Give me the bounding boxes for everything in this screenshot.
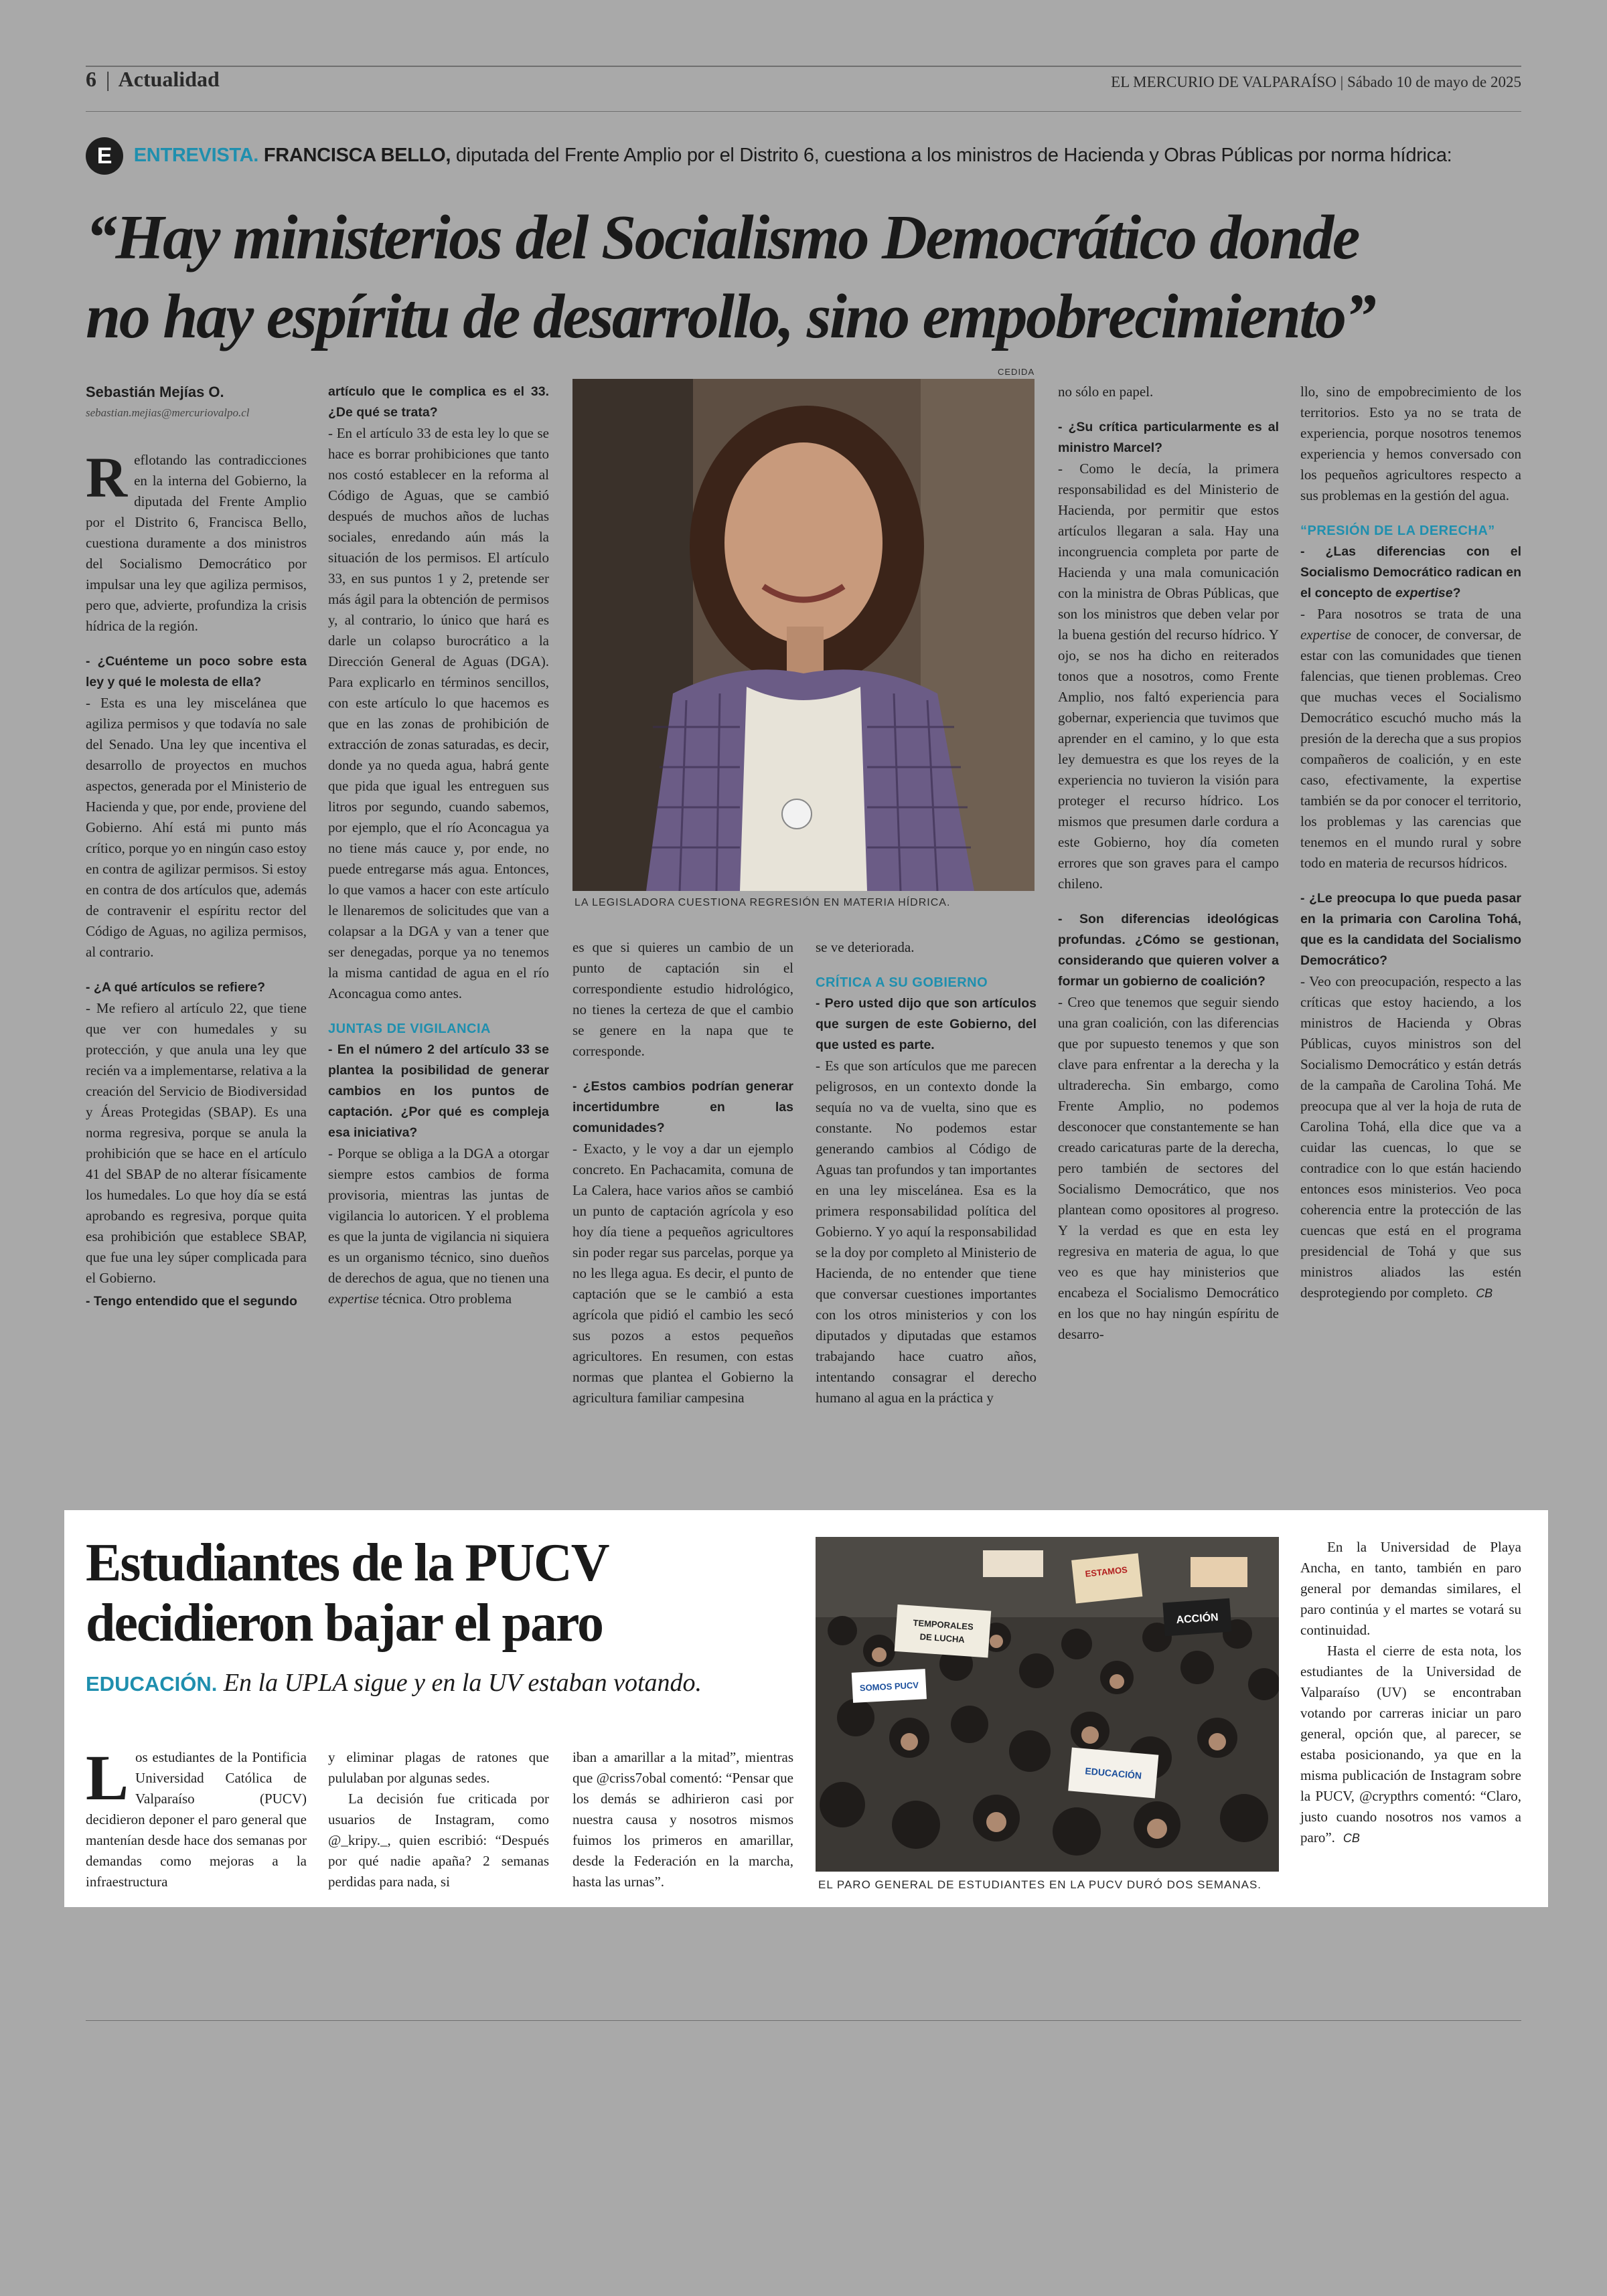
- question-9-italic: expertise: [1395, 586, 1453, 600]
- issue-date: Sábado 10 de mayo de 2025: [1347, 74, 1521, 90]
- header-top-rule: [86, 66, 1521, 67]
- byline-author: Sebastián Mejías O.: [86, 384, 224, 400]
- interview-photo: [572, 379, 1035, 891]
- answer-9-part-2: de conocer, de conversar, de estar con las comunidades que tienen falencias, que tienen problemas. Creo que muchas veces el Socialismo Democrático escuchó mucho más la presión de la derecha que a sus propios compañeros de coalición, y en este caso, efectivamente, la expertise también se da por conocer el territorio, los problemas y las carencias que tenemos en el mundo rural y sobre todo en materia de recursos hídricos.: [1300, 627, 1521, 871]
- news-lead: os estudiantes de la Pontificia Universidad Católica de Valparaíso (PUCV) decidieron deponer el paro general que mantenían desde hace dos semanas por demandas como mejoras a la infraestructura: [86, 1749, 307, 1890]
- question-2: - ¿A qué artículos se refiere?: [86, 980, 266, 995]
- interview-column-3: [572, 937, 793, 1408]
- news-end-mark: CB: [1343, 1831, 1360, 1845]
- answer-4-italic: expertise: [328, 1291, 379, 1307]
- interview-photo-caption: LA LEGISLADORA CUESTIONA REGRESIÓN EN MATERIA HÍDRICA.: [575, 897, 951, 908]
- question-3: - Tengo entendido que el segundo: [86, 1294, 297, 1309]
- section-name: Actualidad: [118, 67, 220, 91]
- question-6: - Pero usted dijo que son artículos que surgen de este Gobierno, del que usted es parte.: [816, 996, 1037, 1052]
- news-column-4-p2: [1300, 1641, 1521, 1849]
- question-9: [1300, 542, 1521, 604]
- answer-8: - Creo que tenemos que seguir siendo una gran coalición, con las diferencias que por supuesto tenemos y que son clave para enfrentar a la derecha y la ultraderecha. Sin embargo, como Frente Amplio, no podemos desconocer que constantemente se han creado caricaturas parte de la derecha, pero también de sectores del Socialismo Democrático, que nos plantean como opositores al progreso. Y la verdad es que en esta ley regresiva en materia de agua, lo que veo es que hay ministerios que encabeza el Socialismo Democrático en los que no hay ningún espíritu de desarro-: [1058, 994, 1279, 1342]
- page-bottom-rule: [86, 2020, 1521, 2021]
- subhead-presion: “PRESIÓN DE LA DERECHA”: [1300, 523, 1495, 538]
- page-header-right: [1111, 74, 1521, 91]
- news-column-1: [86, 1742, 307, 1892]
- student-protest-photo: [816, 1537, 1279, 1872]
- question-1: - ¿Cuénteme un poco sobre esta ley y qué le molesta de ella?: [86, 654, 307, 689]
- news-deck-text: En la UPLA sigue y en la UV estaban votando.: [223, 1669, 702, 1697]
- interview-column-5: [1058, 382, 1279, 1345]
- headline-line-2: no hay espíritu de desarrollo, sino empobrecimiento”: [86, 282, 1375, 351]
- news-headline-line-1: Estudiantes de la PUCV: [86, 1534, 609, 1592]
- interview-deck-text: diputada del Frente Amplio por el Distrito 6, cuestiona a los ministros de Hacienda y Obras Públicas por norma hídrica:: [455, 145, 1452, 166]
- answer-4: [328, 1143, 549, 1309]
- news-column-4-p1: En la Universidad de Playa Ancha, en tanto, también en paro general por demandas similares, el paro continúa y el martes se votará su continuidad.: [1300, 1539, 1521, 1638]
- news-photo: [816, 1537, 1279, 1872]
- interview-column-6: [1300, 382, 1521, 1304]
- answer-10-text: - Veo con preocupación, respecto a las críticas que estoy haciendo, a los ministros de Hacienda y Obras Públicas, cuyos ministros son del Socialismo Democrático y están detrás de la campaña de Carolina Tohá. Me preocupa que al ver la hoja de ruta de Carolina Tohá, ella dice que va a cuidar las cuencas, lo que se contradice con lo que están haciendo entonces esos ministerios. Veo poca coherencia entre la protección de las cuencas que está en el programa presidencial de Tohá y que sus ministros aliados las estén desprotegiendo por completo.: [1300, 973, 1521, 1301]
- end-mark: CB: [1476, 1287, 1493, 1300]
- sign-de-lucha: DE LUCHA: [919, 1631, 966, 1645]
- news-deck: [86, 1668, 795, 1698]
- photo-credit: CEDIDA: [998, 367, 1035, 377]
- news-column-2-p1: y eliminar plagas de ratones que pululaban por algunas sedes.: [328, 1749, 549, 1786]
- section-letter-badge: E: [86, 137, 123, 175]
- question-8: - Son diferencias ideológicas profundas. ¿Cómo se gestionan, considerando que quieren volver a formar un gobierno de coalición?: [1058, 912, 1279, 989]
- news-column-4-p2-text: Hasta el cierre de esta nota, los estudiantes de la Universidad de Valparaíso (UV) se encontraban votando por carreras iniciar un paro general, opción que, al parecer, se estaba posicionando, ya que en la misma publicación de Instagram sobre la PUCV, @crypthrs comentó: “Claro, justo cuando nosotros nos vamos a paro”.: [1300, 1643, 1521, 1846]
- answer-3: - En el artículo 33 de esta ley lo que se hace es borrar prohibiciones que tanto nos costó establecer en la reforma al Código de Aguas, que se cambió después de muchos años de luchas sociales, enredando aún más la situación de los permisos. El artículo 33, en sus puntos 1 y 2, pretende ser más ágil para la obtención de permisos y, al contrario, lo único que hará es darle un colapso burocrático a la Dirección General de Aguas (DGA). Para explicarlo en términos sencillos, con este artículo lo que hacemos es que en las zonas de prohibición de extracción de zonas saturadas, es decir, donde ya no queda agua, habrá gente que pida que igual les entreguen sus litros por segundo, cuando sabemos, por ejemplo, que el río Aconcagua ya no tiene más cauce y, por ende, no puede entregarse más agua. Entonces, lo que vamos a hacer con este artículo le llenaremos de solicitudes que van a colapsar a la DGA y van a tener que ser denegadas, porque ya no tenemos la misma cantidad de agua en el río Aconcagua como antes.: [328, 425, 549, 1001]
- answer-1: - Esta es una ley miscelánea que agiliza permisos y que todavía no sale del Senado. Una ley que incentiva el desarrollo de proyectos en muchos aspectos, generada por el Ministerio de Hacienda y que, por ende, proviene del Gobierno. Ahí está mi punto más crítico, porque yo en ningún caso estoy en contra de agilizar permisos. Si estoy en contra de dos artículos que, además de contravenir el espíritu rector del Código de Aguas, no agiliza permisos, al contrario.: [86, 695, 307, 960]
- sign-somos-pucv: SOMOS PUCV: [859, 1679, 919, 1694]
- interview-column-2: [328, 382, 549, 1309]
- answer-9-italic: expertise: [1300, 627, 1351, 643]
- answer-2: - Me refiero al artículo 22, que tiene que ver con humedales y su protección, y que anula una ley que recién va a implementarse, relativa a la creación del Servicio de Biodiversidad y Áreas Protegidas (SBAP). Es una norma regresiva, porque se anula la prohibición que se hace en el artículo 41 del SBAP de no alterar físicamente los humedales. Lo que hoy día se está aprobando es regresiva, porque quita esa prohibición que establece SBAP, que fue una ley súper complicada para el Gobierno.: [86, 1000, 307, 1286]
- news-column-2: [328, 1747, 549, 1892]
- question-3-continued: artículo que le complica es el 33. ¿De qué se trata?: [328, 384, 549, 420]
- interview-column-4: [816, 937, 1037, 1408]
- subhead-juntas: JUNTAS DE VIGILANCIA: [328, 1021, 491, 1036]
- interview-headline: [86, 198, 1532, 356]
- sign-temporales: TEMPORALES: [913, 1617, 974, 1632]
- sign-accion: ACCIÓN: [1176, 1611, 1219, 1627]
- header-separator: |: [106, 67, 110, 91]
- answer-7: - Como le decía, la primera responsabilidad es del Ministerio de Hacienda, por permitir que estos artículos llegaran a sala. Hay una incongruencia completa por parte de Hacienda y una mala comunicación con la ministra de Obras Públicas, que son los ministros que deben velar por la buena gestión del recurso hídrico. Y ojo, se nos ha dicho en reiterados tonos que a nosotros, como Frente Amplio, nos faltó experiencia para gobernar, experiencia que tuvimos que aprender en el camino, y lo que esta ley demuestra es que los reyes de la experiencia no tuvieron la visión para proteger el recurso hídrico. Los mismos que presumen darle cordura a este Gobierno, hoy día cometen errores que son graves para el campo chileno.: [1058, 461, 1279, 892]
- news-column-3-p1: iban a amarillar a la mitad”, mientras que @criss7obal comentó: “Pensar que los demás se adhirieron casi por nuestra causa y nosotros mismos fuimos los primeros en amarillar, desde la Federación en la marcha, hasta las urnas”.: [572, 1749, 793, 1890]
- answer-4-part-1: - Porque se obliga a la DGA a otorgar siempre estos cambios de forma provisoria, mientras las juntas de vigilancia lo autoricen. Y el problema es que la junta de vigilancia ni siquiera es un organismo técnico, sino dueños de derechos de agua, que no tienen una: [328, 1145, 549, 1286]
- answer-8-continued: llo, sino de empobrecimiento de los territorios. Esto ya no se trata de experiencia, porque nosotros tenemos experiencia y hemos conversado con los pequeños agricultores respecto a sus problemas en la gestión del agua.: [1300, 384, 1521, 503]
- answer-9: [1300, 604, 1521, 874]
- answer-5: - Exacto, y le voy a dar un ejemplo concreto. En Pachacamita, comuna de La Calera, hace varios años se cambió un punto de captación agrícola y eso hoy día tiene a pequeños agricultores sin poder regar sus parcelas, porque ya no les llega agua. Es decir, el punto de captación que se le cambió a esta agrícola que pidió el cambio les secó sus pozos a estos pequeños agricultores. En resumen, con estas normas que plantea el Gobierno la agricultura familiar campesina: [572, 1141, 793, 1406]
- question-4: - En el número 2 del artículo 33 se plantea la posibilidad de generar cambios en los puntos de captación. ¿Por qué es compleja esa iniciativa?: [328, 1042, 549, 1140]
- legislator-portrait: [572, 379, 1035, 891]
- interviewee-name: FRANCISCA BELLO,: [263, 145, 451, 166]
- header-bottom-rule: [86, 111, 1521, 112]
- news-kicker: EDUCACIÓN.: [86, 1672, 218, 1696]
- answer-4-continued: es que si quieres un cambio de un punto de captación sin el correspondiente estudio hidrológico, no tienes la certeza de que el cambio se genere en la napa que te corresponde.: [572, 939, 793, 1059]
- answer-6-continued: no sólo en papel.: [1058, 384, 1154, 400]
- sign-educacion: EDUCACIÓN: [1084, 1765, 1142, 1781]
- answer-4-part-2: técnica. Otro problema: [378, 1291, 512, 1307]
- intro-text: eflotando las contradicciones en la interna del Gobierno, la diputada del Frente Amplio por el Distrito 6, Francisca Bello, cuestiona duramente a dos ministros del Socialismo Democrático por impulsar una ley que agiliza permisos, pero que, advierte, profundiza la crisis hídrica de la región.: [86, 452, 307, 634]
- question-10: - ¿Le preocupa lo que pueda pasar en la primaria con Carolina Tohá, que es la candidata del Socialismo Democrático?: [1300, 891, 1521, 968]
- answer-10: [1300, 971, 1521, 1304]
- newspaper-name: EL MERCURIO DE VALPARAÍSO: [1111, 74, 1336, 90]
- question-9-part-1: - ¿Las diferencias con el Socialismo Democrático radican en el concepto de: [1300, 544, 1521, 600]
- dropcap: R: [86, 445, 128, 509]
- byline-email: sebastian.mejias@mercuriovalpo.cl: [86, 406, 250, 419]
- question-7: - ¿Su crítica particularmente es al ministro Marcel?: [1058, 420, 1279, 455]
- page-number: 6: [86, 67, 96, 91]
- news-dropcap: L: [86, 1742, 129, 1813]
- news-column-2-p2: La decisión fue criticada por usuarios de Instagram, como @_kripy._, quien escribió: “Después por qué nadie apaña? 2 semanas perdidas para nada, si: [328, 1791, 549, 1890]
- news-column-4: [1300, 1537, 1521, 1849]
- news-photo-caption: EL PARO GENERAL DE ESTUDIANTES EN LA PUCV DURÓ DOS SEMANAS.: [818, 1878, 1262, 1891]
- interview-column-1: [86, 382, 307, 1312]
- news-column-1-text: [86, 1742, 307, 1892]
- answer-9-part-1: - Para nosotros se trata de una: [1300, 606, 1521, 622]
- header-date-separator: |: [1340, 74, 1344, 90]
- news-headline-line-2: decidieron bajar el paro: [86, 1594, 603, 1653]
- answer-5-continued: se ve deteriorada.: [816, 939, 915, 955]
- question-9-part-2: ?: [1452, 586, 1461, 600]
- interview-deck: [86, 135, 1525, 175]
- headline-line-1: “Hay ministerios del Socialismo Democrático donde: [86, 203, 1359, 272]
- question-5: - ¿Estos cambios podrían generar incertidumbre en las comunidades?: [572, 1079, 793, 1135]
- news-headline: [86, 1533, 782, 1653]
- answer-6: - Es que son artículos que me parecen peligrosos, en un contexto donde la sequía no va de vuelta, sino que es constante. No podemos estar generando cambios al Código de Aguas tan profundos y tan importantes en una ley miscelánea. Esa es la primera responsabilidad política del Gobierno. Y yo aquí la responsabilidad se la doy por completo al Ministerio de Hacienda, de no entender que tiene que conversar cuestiones importantes con los otros ministerios y con los diputados y diputadas que estamos trabajando hace cuatro años, intentando consagrar el derecho humano al agua en la práctica y: [816, 1058, 1037, 1406]
- sign-estamos: ESTAMOS: [1084, 1564, 1128, 1579]
- page-header-left: [86, 67, 220, 92]
- news-column-3: [572, 1747, 793, 1892]
- subhead-critica: CRÍTICA A SU GOBIERNO: [816, 975, 988, 990]
- interview-intro: [86, 445, 307, 637]
- interview-label: ENTREVISTA.: [133, 145, 259, 166]
